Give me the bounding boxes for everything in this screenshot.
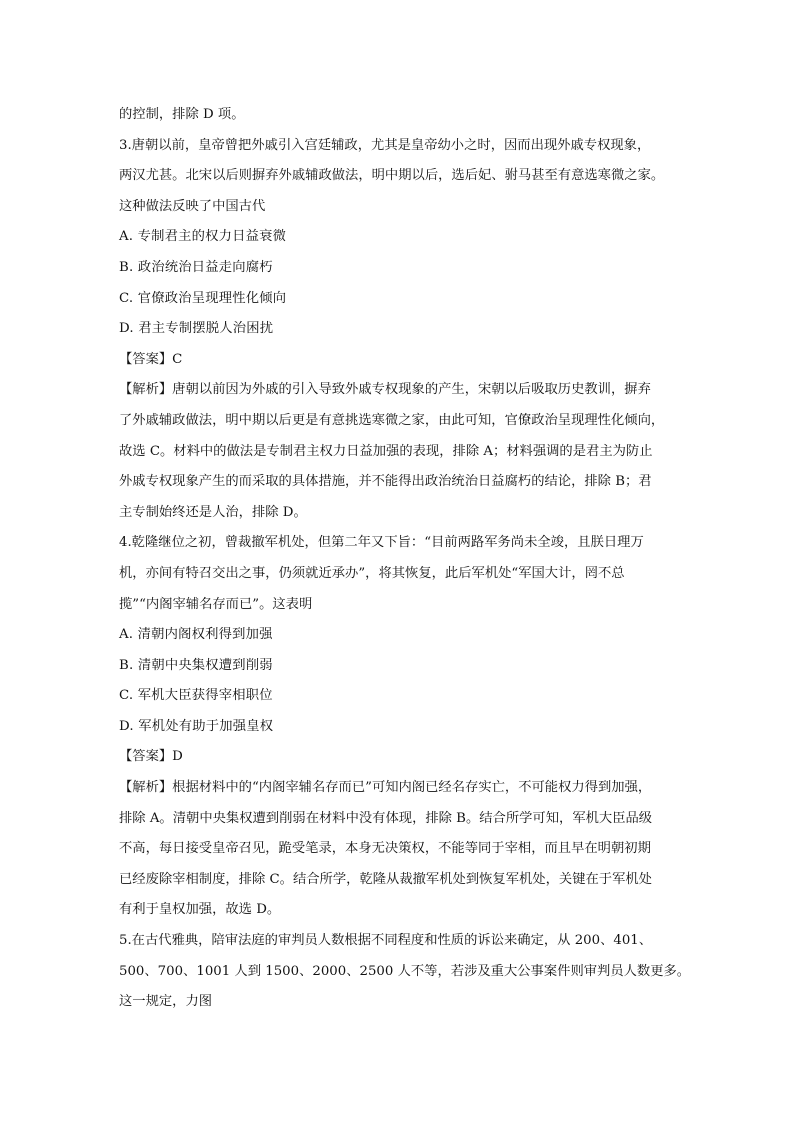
- question-4-analysis: 排除 A。清朝中央集权遭到削弱在材料中没有体现，排除 B。结合所学可知，军机大臣品级: [119, 810, 653, 826]
- text-line: 的控制，排除 D 项。: [119, 107, 245, 122]
- question-4-stem: 4.乾隆继位之初，曾裁撤军机处，但第二年又下旨：“目前两路军务尚未全竣，且朕日理万: [119, 535, 644, 551]
- question-5-stem: 这一规定，力图: [119, 994, 213, 1010]
- question-3-analysis: 主专制始终还是人治，排除 D。: [119, 504, 307, 520]
- question-4-option-a: A. 清朝内阁权利得到加强: [119, 627, 273, 643]
- question-4-analysis: 有利于皇权加强，故选 D。: [119, 902, 281, 918]
- question-4-option-b: B. 清朝中央集权遭到削弱: [119, 657, 273, 673]
- question-4-stem: 机，亦间有特召交出之事，仍须就近承办”，将其恢复，此后军机处“军国大计，罔不总: [119, 565, 625, 581]
- question-4-analysis: 【解析】根据材料中的“内阁宰辅名存而已”可知内阁已经名存实亡，不可能权力得到加强，: [119, 780, 652, 796]
- question-3-answer: 【答案】C: [119, 351, 183, 367]
- question-3-option-c: C. 官僚政治呈现理性化倾向: [119, 290, 287, 306]
- question-3-analysis: 了外戚辅政做法，明中期以后更是有意挑选寒微之家，由此可知，官僚政治呈现理性化倾向，: [119, 412, 665, 428]
- question-3-analysis: 外戚专权现象产生的而采取的具体措施，并不能得出政治统治日益腐朽的结论，排除 B；君: [119, 474, 652, 490]
- question-3-stem: 这种做法反映了中国古代: [119, 198, 266, 214]
- question-5-stem: 500、700、1001 人到 1500、2000、2500 人不等，若涉及重大公事案件则审判员人数更多。: [119, 963, 691, 979]
- question-3-stem: 3.唐朝以前，皇帝曾把外戚引入宫廷辅政，尤其是皇帝幼小之时，因而出现外戚专权现象，: [119, 137, 651, 153]
- question-4-analysis: 不高，每日接受皇帝召见，跪受笔录，本身无决策权，不能等同于宰相，而且早在明朝初期: [119, 841, 651, 857]
- question-3-option-b: B. 政治统治日益走向腐朽: [119, 259, 273, 275]
- question-4-option-c: C. 军机大臣获得宰相职位: [119, 688, 273, 704]
- question-4-answer: 【答案】D: [119, 749, 183, 765]
- question-3-option-a: A. 专制君主的权力日益衰微: [119, 229, 287, 245]
- question-3-stem: 两汉尤甚。北宋以后则摒弃外戚辅政做法，明中期以后，选后妃、驸马甚至有意选寒微之家。: [119, 168, 665, 184]
- question-4-stem: 揽”“内阁宰辅名存而已”。这表明: [119, 596, 313, 612]
- question-4-option-d: D. 军机处有助于加强皇权: [119, 718, 274, 734]
- question-4-analysis: 已经废除宰相制度，排除 C。结合所学，乾隆从裁撤军机处到恢复军机处，关键在于军机处: [119, 871, 652, 887]
- question-3-analysis: 【解析】唐朝以前因为外戚的引入导致外戚专权现象的产生，宋朝以后吸取历史教训，摒弃: [119, 382, 651, 398]
- question-3-option-d: D. 君主专制摆脱人治困扰: [119, 321, 274, 337]
- question-3-analysis: 故选 C。材料中的做法是专制君主权力日益加强的表现，排除 A；材料强调的是君主为防止: [119, 443, 653, 459]
- question-5-stem: 5.在古代雅典，陪审法庭的审判员人数根据不同程度和性质的诉讼来确定，从 200、401、: [119, 933, 653, 949]
- document-body: [119, 100, 691, 1018]
